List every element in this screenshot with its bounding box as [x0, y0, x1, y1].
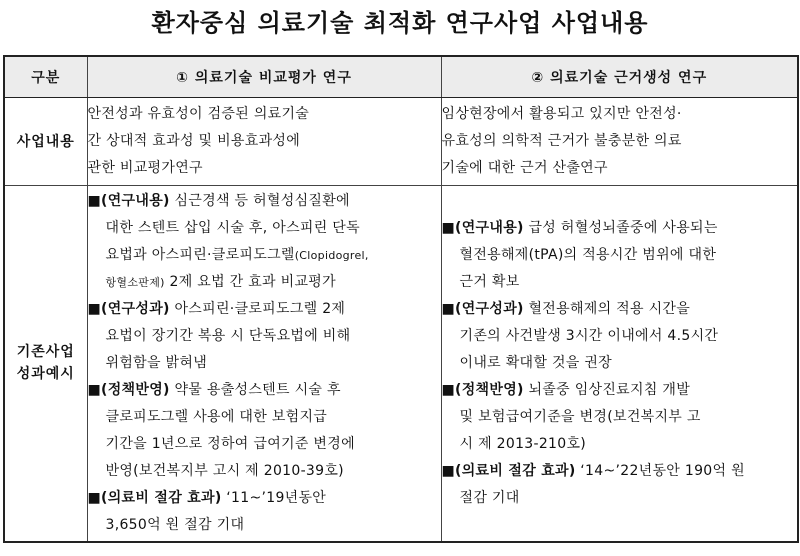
text-line: 간 상대적 효과성 및 비용효과성에 [87, 133, 301, 149]
text-line: 요법과 아스피린·클로피도그렐(Clopidogrel, [105, 246, 369, 263]
item-tag: ■(정책반영) [87, 381, 170, 398]
item-tag: ■(연구성과) [441, 300, 524, 317]
row-label-performance-examples [4, 186, 87, 542]
text-line: 기간을 1년으로 정하여 급여기준 변경에 [105, 435, 355, 452]
table-header-row [4, 56, 798, 98]
item-tag: ■(연구내용) [87, 192, 170, 209]
page-title: 환자중심 의료기술 최적화 연구사업 사업내용 [151, 8, 649, 37]
item-tag: ■(의료비 절감 효과) [441, 462, 576, 479]
text-line: 클로피도그렐 사용에 대한 보험지급 [105, 408, 328, 425]
text-line: 유효성의 의학적 근거가 불충분한 의료 [441, 133, 682, 149]
header-category: 구분 [4, 56, 87, 98]
text-line: 근거 확보 [459, 273, 520, 290]
table-row-business-content [4, 98, 798, 186]
text-line: 위험함을 밝혀냄 [105, 354, 208, 371]
row-label-line: 기존사업 [16, 344, 75, 361]
list-item-cost-savings: ■(의료비 절감 효과) ‘11~’19년동안 [87, 489, 327, 506]
text-line: 및 보험급여기준을 변경(보건복지부 고 [459, 408, 701, 425]
cell-comparative-examples [87, 186, 441, 542]
text-line: 혈전용해제(tPA)의 적용시간 범위에 대한 [459, 246, 717, 263]
item-tag: ■(정책반영) [441, 381, 524, 398]
text-line: 요법이 장기간 복용 시 단독요법에 비해 [105, 327, 351, 344]
header-evidence-study: ② 의료기술 근거생성 연구 [441, 56, 798, 98]
cell-comparative-description [87, 98, 441, 186]
text-line: 항혈소판제) 2제 요법 간 효과 비교평가 [105, 273, 336, 290]
header-comparative-study: ① 의료기술 비교평가 연구 [87, 56, 441, 98]
list-item-policy-reflection: ■(정책반영) 약물 용출성스텐트 시술 후 [87, 381, 341, 398]
row-label-business-content: 사업내용 [4, 98, 87, 186]
text-line: 시 제 2013-210호) [459, 435, 587, 452]
text-line: 대한 스텐트 삽입 시술 후, 아스피린 단독 [105, 219, 360, 236]
list-item-policy-reflection: ■(정책반영) 뇌졸중 임상진료지침 개발 [441, 381, 691, 398]
item-tag: ■(연구성과) [87, 300, 170, 317]
text-line: 관한 비교평가연구 [87, 160, 203, 176]
text-line: 3,650억 원 절감 기대 [105, 516, 245, 533]
text-line: 기존의 사건발생 3시간 이내에서 4.5시간 [459, 327, 719, 344]
cell-evidence-examples [441, 186, 798, 542]
list-item-research-content: ■(연구내용) 급성 허혈성뇌졸중에 사용되는 [441, 219, 718, 236]
text-line: 기술에 대한 근거 산출연구 [441, 160, 608, 176]
text-line: 임상현장에서 활용되고 있지만 안전성· [441, 106, 682, 122]
item-tag: ■(연구내용) [441, 219, 524, 236]
table-row-performance-examples [4, 186, 798, 542]
text-line: 반영(보건복지부 고시 제 2010-39호) [105, 462, 344, 479]
text-line: 안전성과 유효성이 검증된 의료기술 [87, 106, 310, 122]
list-item-research-results: ■(연구성과) 혈전용해제의 적용 시간을 [441, 300, 691, 317]
text-line: 절감 기대 [459, 489, 520, 506]
business-content-table [3, 55, 799, 543]
item-tag: ■(의료비 절감 효과) [87, 489, 222, 506]
list-item-research-content: ■(연구내용) 심근경색 등 허혈성심질환에 [87, 192, 350, 209]
text-line: 이내로 확대할 것을 권장 [459, 354, 612, 371]
row-label-line: 성과예시 [16, 366, 75, 383]
list-item-research-results: ■(연구성과) 아스피린·클로피도그렐 2제 [87, 300, 346, 317]
list-item-cost-savings: ■(의료비 절감 효과) ‘14~’22년동안 190억 원 [441, 462, 745, 479]
cell-evidence-description [441, 98, 798, 186]
